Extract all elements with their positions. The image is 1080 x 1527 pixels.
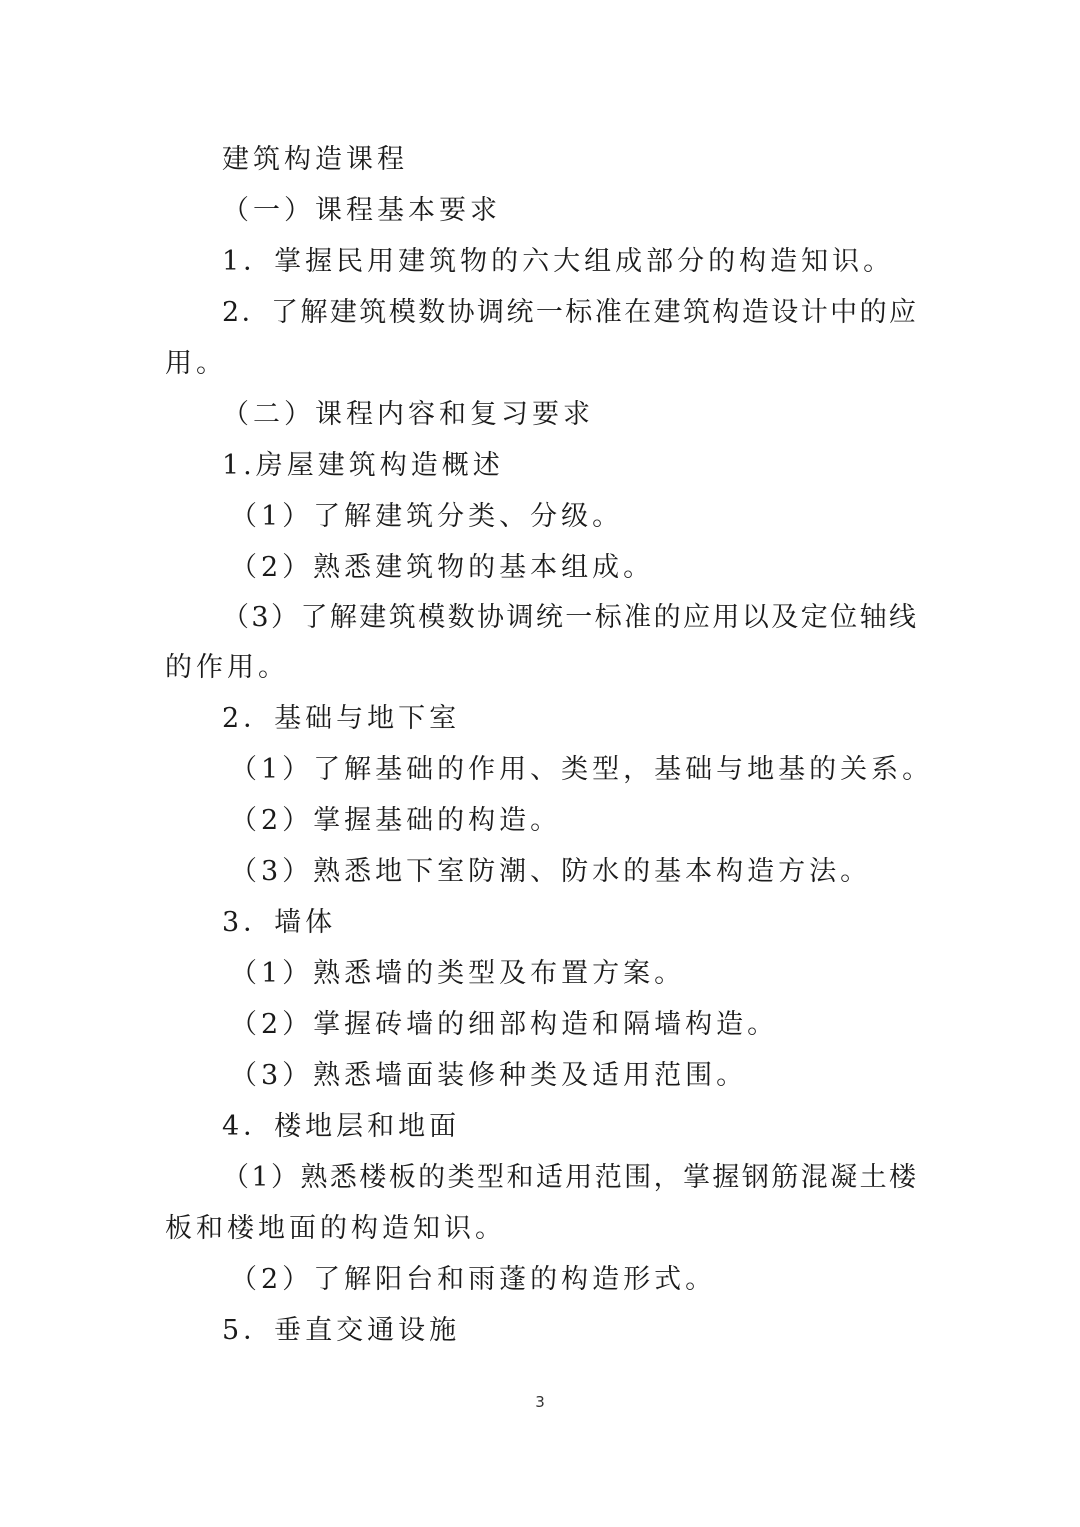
section-heading-1: （一）课程基本要求 — [222, 195, 501, 226]
section-heading-2: （二）课程内容和复习要求 — [222, 399, 594, 430]
topic-heading-2: 2．基础与地下室 — [222, 703, 461, 734]
topic-2-item-2: （2）掌握基础的构造。 — [230, 805, 562, 836]
topic-2-item-3: （3）熟悉地下室防潮、防水的基本构造方法。 — [230, 856, 872, 887]
requirement-item-2: 2．了解建筑模数协调统一标准在建筑构造设计中的应 — [222, 297, 916, 328]
course-title: 建筑构造课程 — [222, 144, 408, 175]
topic-heading-5: 5．垂直交通设施 — [222, 1315, 461, 1346]
topic-4-item-2: （2）了解阳台和雨蓬的构造形式。 — [230, 1264, 717, 1295]
topic-2-item-1: （1）了解基础的作用、类型，基础与地基的关系。 — [230, 754, 934, 785]
topic-3-item-2: （2）掌握砖墙的细部构造和隔墙构造。 — [230, 1009, 779, 1040]
topic-1-item-1: （1）了解建筑分类、分级。 — [230, 501, 624, 532]
topic-4-item-1-continued: 板和楼地面的构造知识。 — [165, 1213, 506, 1244]
requirement-item-2-continued: 用。 — [165, 348, 227, 379]
topic-heading-4: 4．楼地层和地面 — [222, 1111, 461, 1142]
topic-3-item-3: （3）熟悉墙面装修种类及适用范围。 — [230, 1060, 748, 1091]
requirement-item-1: 1．掌握民用建筑物的六大组成部分的构造知识。 — [222, 246, 895, 277]
topic-heading-3: 3．墙体 — [222, 907, 337, 938]
topic-3-item-1: （1）熟悉墙的类型及布置方案。 — [230, 958, 686, 989]
topic-1-item-3-continued: 的作用。 — [165, 652, 289, 683]
topic-4-item-1: （1）熟悉楼板的类型和适用范围，掌握钢筋混凝土楼 — [222, 1162, 916, 1193]
topic-heading-1: 1.房屋建筑构造概述 — [222, 450, 504, 481]
topic-1-item-2: （2）熟悉建筑物的基本组成。 — [230, 552, 655, 583]
page-number: 3 — [535, 1393, 545, 1411]
topic-1-item-3: （3）了解建筑模数协调统一标准的应用以及定位轴线 — [222, 602, 916, 633]
